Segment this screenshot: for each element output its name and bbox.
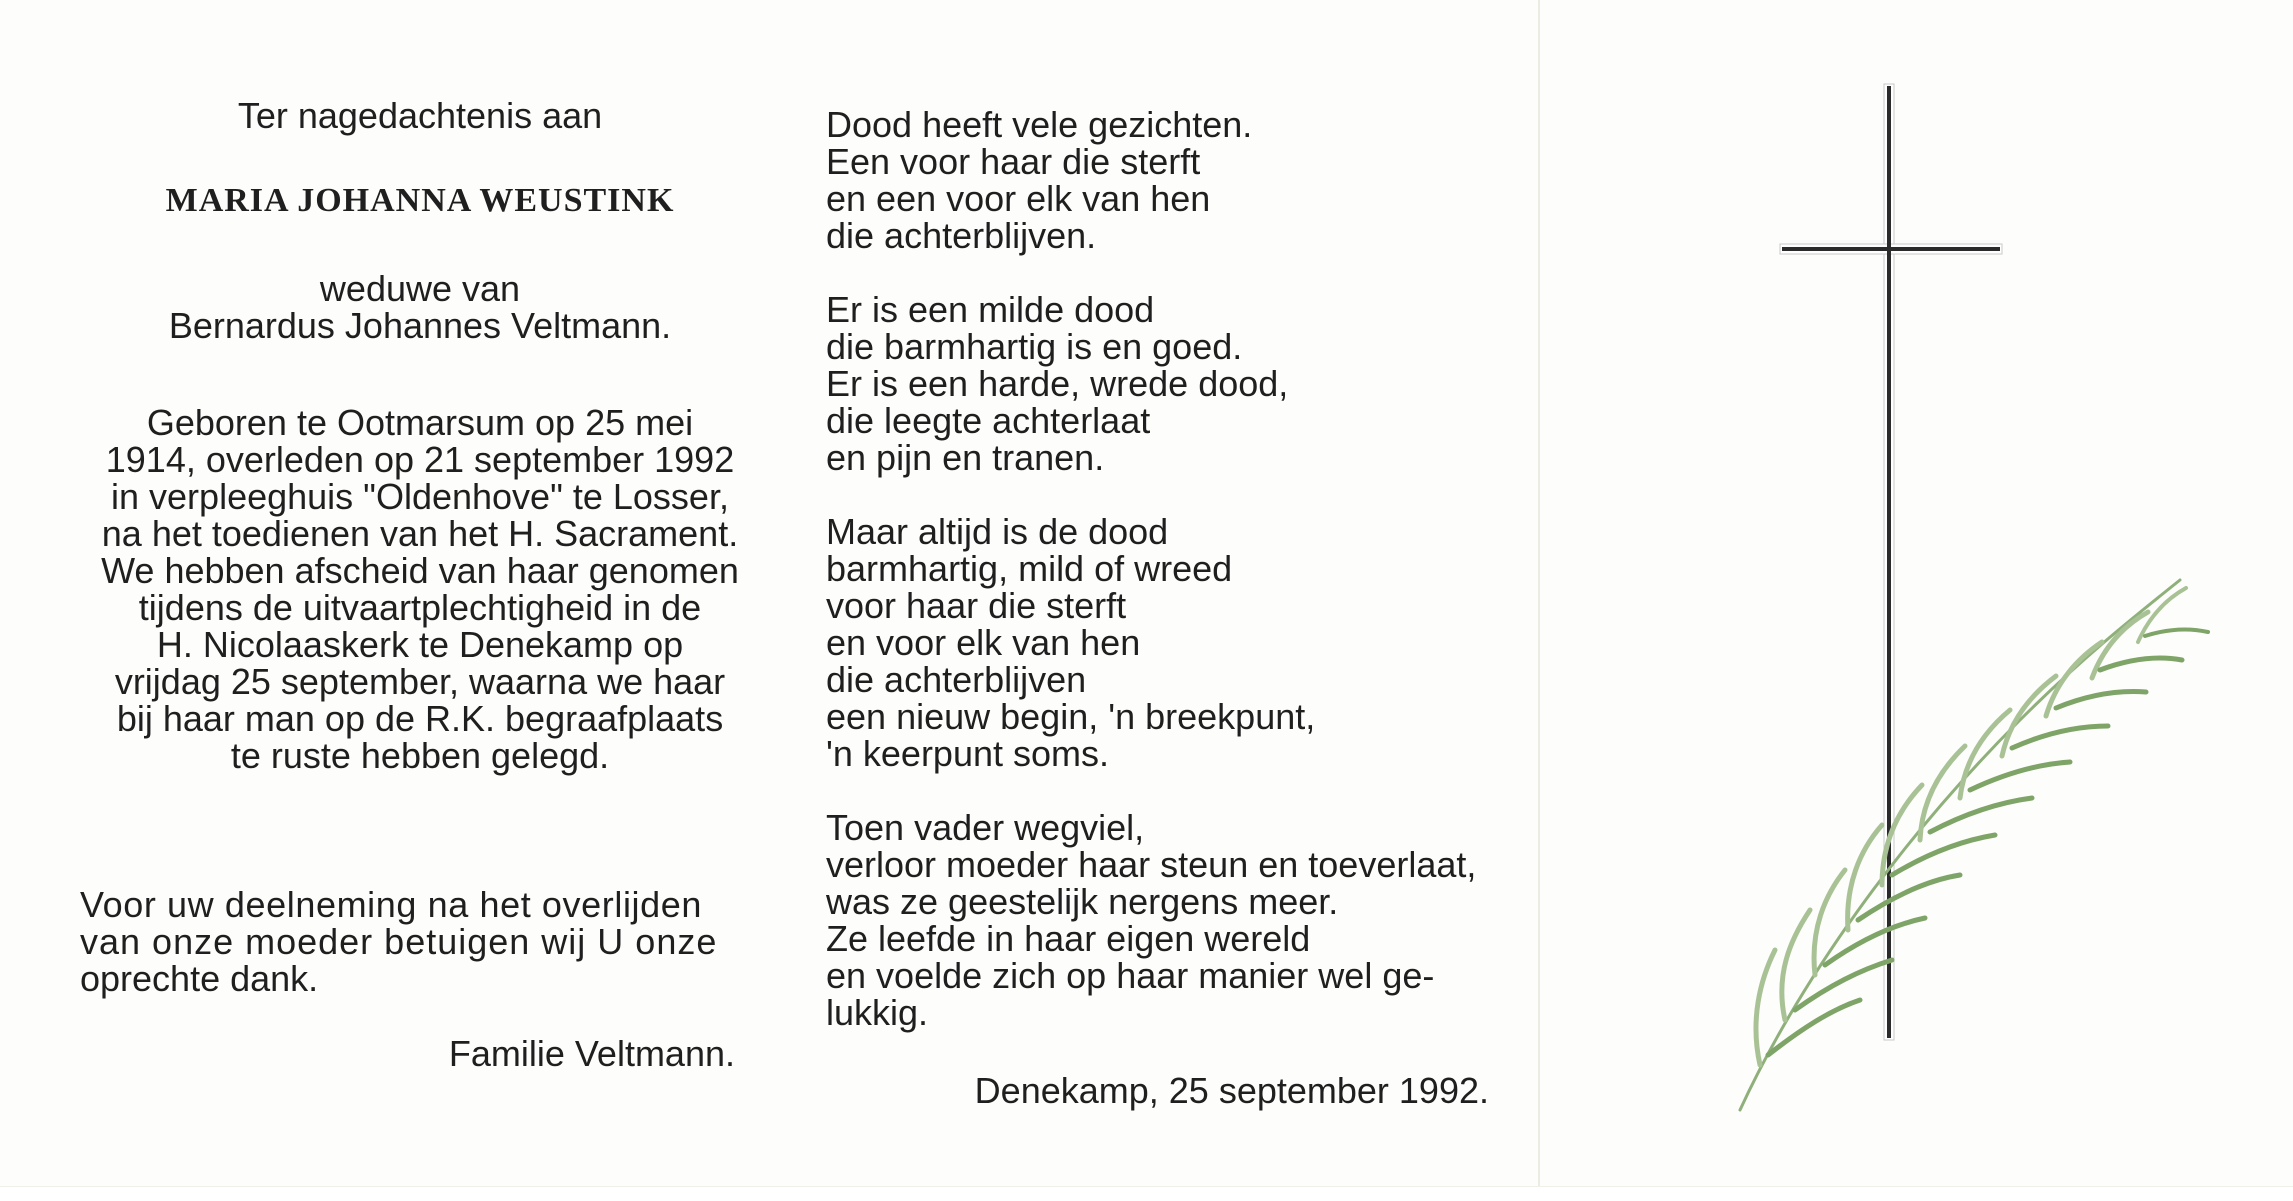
poem-stanza xyxy=(826,809,1506,1031)
poem-line: verloor moeder haar steun en toeverlaat, xyxy=(826,844,1477,885)
bio-line: 1914, overleden op 21 september 1992 xyxy=(105,439,735,480)
thanks-note xyxy=(80,886,760,997)
poem-line: die achterblijven. xyxy=(826,215,1097,256)
poem-line: Ze leefde in haar eigen wereld xyxy=(826,918,1311,959)
bio-line: Geboren te Ootmarsum op 25 mei xyxy=(146,402,694,443)
bio-line: tijdens de uitvaartplechtigheid in de xyxy=(138,587,702,628)
decoration-art xyxy=(1720,80,2240,1180)
poem-stanza xyxy=(826,513,1506,772)
poem-stanza xyxy=(826,291,1506,476)
bio-line: na het toedienen van het H. Sacrament. xyxy=(101,513,739,554)
thanks-line: oprechte dank. xyxy=(80,958,319,999)
biography xyxy=(80,404,760,774)
poem-line: en voor elk van hen xyxy=(826,622,1141,663)
poem-line: Maar altijd is de dood xyxy=(826,511,1169,552)
left-panel xyxy=(80,95,760,1074)
palm-branch-icon xyxy=(1740,580,2208,1110)
poem-line: Een voor haar die sterft xyxy=(826,141,1201,182)
deceased-name: MARIA JOHANNA WEUSTINK xyxy=(165,182,675,219)
bio-line: We hebben afscheid van haar genomen xyxy=(101,550,739,591)
bio-line: te ruste hebben gelegd. xyxy=(230,735,610,776)
family-signature: Familie Veltmann. xyxy=(448,1033,735,1074)
poem-line: die achterblijven xyxy=(826,659,1087,700)
poem-line: was ze geestelijk nergens meer. xyxy=(826,881,1339,922)
poem-line: en een voor elk van hen xyxy=(826,178,1211,219)
widow-line-2: Bernardus Johannes Veltmann. xyxy=(168,305,672,346)
poem-line: die leegte achterlaat xyxy=(826,400,1151,441)
bio-line: in verpleeghuis "Oldenhove" te Losser, xyxy=(111,476,729,517)
decoration xyxy=(1720,80,2240,1180)
widow-line-1: weduwe van xyxy=(319,268,521,309)
place-date: Denekamp, 25 september 1992. xyxy=(974,1070,1489,1111)
cross-icon xyxy=(1780,84,2002,1040)
thanks-line: Voor uw deelneming na het overlijden xyxy=(80,884,702,925)
poem-line: Toen vader wegviel, xyxy=(826,807,1145,848)
poem-line: en voelde zich op haar manier wel ge- xyxy=(826,955,1435,996)
poem-line: een nieuw begin, 'n breekpunt, xyxy=(826,696,1316,737)
poem-line: die barmhartig is en goed. xyxy=(826,326,1243,367)
poem xyxy=(826,106,1506,1068)
bio-line: H. Nicolaaskerk te Denekamp op xyxy=(156,624,684,665)
poem-line: lukkig. xyxy=(826,992,929,1033)
bio-line: vrijdag 25 september, waarna we haar xyxy=(114,661,726,702)
card-edge xyxy=(0,1186,2293,1201)
poem-stanza xyxy=(826,106,1506,254)
poem-line: 'n keerpunt soms. xyxy=(826,733,1110,774)
poem-line: Dood heeft vele gezichten. xyxy=(826,104,1253,145)
poem-line: Er is een harde, wrede dood, xyxy=(826,363,1289,404)
intro-text: Ter nagedachtenis aan xyxy=(237,95,603,136)
thanks-line: van onze moeder betuigen wij U onze xyxy=(80,921,718,962)
poem-line: voor haar die sterft xyxy=(826,585,1127,626)
bio-line: bij haar man op de R.K. begraafplaats xyxy=(116,698,724,739)
poem-line: Er is een milde dood xyxy=(826,289,1155,330)
poem-line: barmhartig, mild of wreed xyxy=(826,548,1233,589)
fold-line xyxy=(1538,0,1540,1190)
poem-line: en pijn en tranen. xyxy=(826,437,1105,478)
